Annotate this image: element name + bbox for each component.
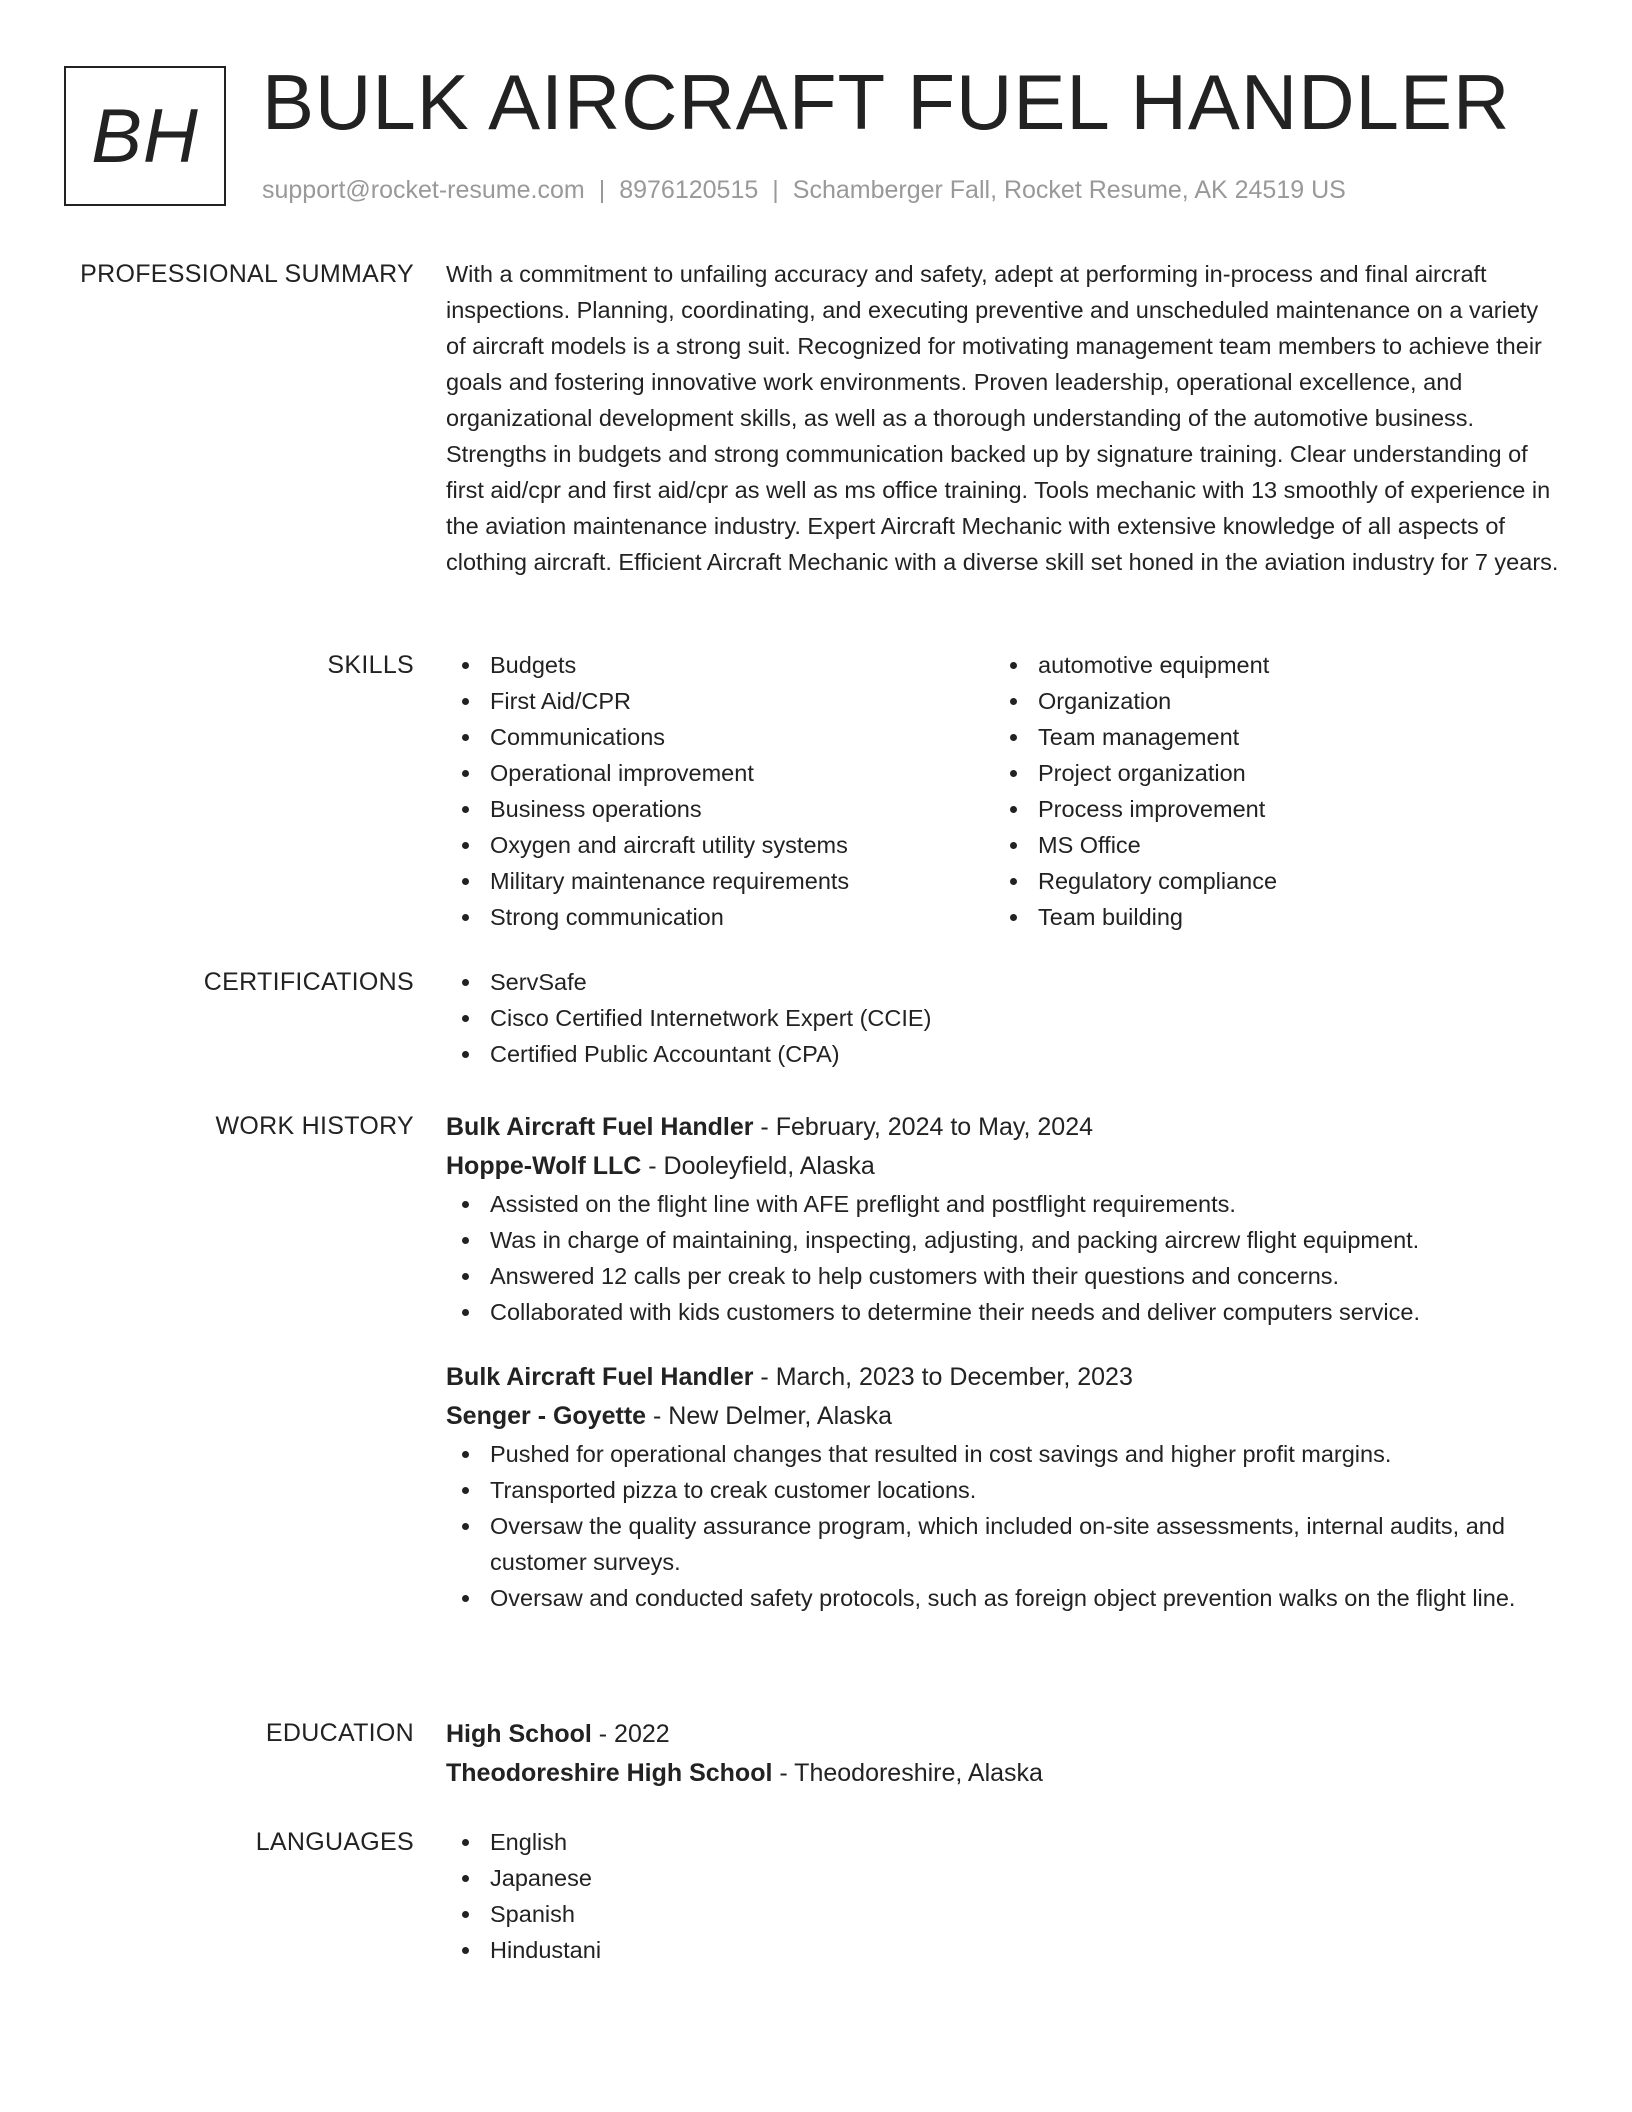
skill-item: Communications (446, 719, 994, 755)
job-entry (446, 1358, 1562, 1616)
education-body (446, 1715, 1562, 1793)
skill-item: Organization (994, 683, 1542, 719)
skill-item: Project organization (994, 755, 1542, 791)
job-entry (446, 1108, 1562, 1330)
skill-item: Regulatory compliance (994, 863, 1542, 899)
education-year: - 2022 (591, 1720, 670, 1748)
summary-body (446, 256, 1562, 580)
skills-column-right (994, 647, 1542, 935)
job-duties-list (446, 1186, 1562, 1330)
skill-item: Strong communication (446, 899, 994, 935)
languages-heading: LANGUAGES (255, 1828, 414, 1856)
job-duty-item: Pushed for operational changes that resulted in cost savings and higher profit margins. (446, 1436, 1562, 1472)
skill-item: Business operations (446, 791, 994, 827)
contact-separator: | (772, 176, 779, 204)
skill-item: Team building (994, 899, 1542, 935)
education-school: Theodoreshire High School (446, 1759, 773, 1787)
education-degree-line (446, 1715, 1562, 1754)
job-company: Senger - Goyette (446, 1402, 647, 1430)
job-duties-list (446, 1436, 1562, 1616)
languages-list (446, 1824, 1562, 1968)
language-item: Japanese (446, 1860, 1562, 1896)
skill-item: Team management (994, 719, 1542, 755)
job-company-line (446, 1147, 1562, 1186)
skill-item: MS Office (994, 827, 1542, 863)
languages-body (446, 1824, 1562, 1968)
job-duty-item: Oversaw and conducted safety protocols, such as foreign object prevention walks on the flight line. (446, 1580, 1562, 1616)
education-location: - Theodoreshire, Alaska (772, 1759, 1043, 1787)
contact-separator: | (598, 176, 606, 204)
job-duty-item: Assisted on the flight line with AFE preflight and postflight requirements. (446, 1186, 1562, 1222)
education-heading: EDUCATION (265, 1719, 414, 1747)
skill-item: automotive equipment (994, 647, 1542, 683)
skills-body (446, 647, 1562, 935)
job-title: Bulk Aircraft Fuel Handler (446, 1363, 754, 1391)
skills-heading: SKILLS (327, 651, 414, 679)
job-title: Bulk Aircraft Fuel Handler (446, 1113, 754, 1141)
skills-columns (446, 647, 1562, 935)
education-degree: High School (446, 1720, 592, 1748)
skill-item: First Aid/CPR (446, 683, 994, 719)
work-history-body (446, 1108, 1562, 1644)
certification-item: Cisco Certified Internetwork Expert (CCIE) (446, 1000, 1562, 1036)
certifications-list (446, 964, 1562, 1072)
skill-item: Military maintenance requirements (446, 863, 994, 899)
language-item: English (446, 1824, 1562, 1860)
language-item: Spanish (446, 1896, 1562, 1932)
job-duty-item: Transported pizza to creak customer locations. (446, 1472, 1562, 1508)
certifications-body (446, 964, 1562, 1072)
job-location: - New Delmer, Alaska (646, 1402, 892, 1430)
certification-item: Certified Public Accountant (CPA) (446, 1036, 1562, 1072)
job-company-line (446, 1397, 1562, 1436)
summary-heading: PROFESSIONAL SUMMARY (80, 260, 414, 288)
job-title-line (446, 1358, 1562, 1397)
job-dates: - March, 2023 to December, 2023 (753, 1363, 1133, 1391)
certification-item: ServSafe (446, 964, 1562, 1000)
skill-item: Process improvement (994, 791, 1542, 827)
skills-list-right (994, 647, 1542, 935)
job-duty-item: Was in charge of maintaining, inspecting, adjusting, and packing aircrew flight equipment. (446, 1222, 1562, 1258)
job-location: - Dooleyfield, Alaska (641, 1152, 875, 1180)
job-duty-item: Collaborated with kids customers to determine their needs and deliver computers service. (446, 1294, 1562, 1330)
monogram-badge: BH (64, 66, 226, 206)
job-title-line (446, 1108, 1562, 1147)
certifications-heading: CERTIFICATIONS (203, 968, 414, 996)
contact-address: Schamberger Fall, Rocket Resume, AK 24519 US (792, 176, 1346, 204)
summary-text: With a commitment to unfailing accuracy and safety, adept at performing in-process and final aircraft inspections. Planning, coordinating, and executing preventive and unscheduled maintenance on a variety of aircraft models is a strong suit. Recognized for motivating management team members to achieve their goals and fostering innovative work environments. Proven leadership, operational excellence, and organizational development skills, as well as a thorough understanding of the automotive business. Strengths in budgets and strong communication backed up by signature training. Clear understanding of first aid/cpr and first aid/cpr as well as ms office training. Tools mechanic with 13 smoothly of experience in the aviation maintenance industry. Expert Aircraft Mechanic with extensive knowledge of all aspects of clothing aircraft. Efficient Aircraft Mechanic with a diverse skill set honed in the aviation industry for 7 years. (446, 261, 1559, 575)
skill-item: Budgets (446, 647, 994, 683)
job-company: Hoppe-Wolf LLC (446, 1152, 642, 1180)
contact-line (262, 172, 1346, 208)
skill-item: Operational improvement (446, 755, 994, 791)
language-item: Hindustani (446, 1932, 1562, 1968)
skill-item: Oxygen and aircraft utility systems (446, 827, 994, 863)
skills-column-left (446, 647, 994, 935)
skills-list-left (446, 647, 994, 935)
contact-email: support@rocket-resume.com (262, 176, 585, 204)
work-history-heading: WORK HISTORY (215, 1112, 414, 1140)
job-duty-item: Answered 12 calls per creak to help customers with their questions and concerns. (446, 1258, 1562, 1294)
job-dates: - February, 2024 to May, 2024 (753, 1113, 1094, 1141)
job-duty-item: Oversaw the quality assurance program, which included on-site assessments, internal audits, and customer surveys. (446, 1508, 1562, 1580)
education-school-line (446, 1754, 1562, 1793)
contact-phone: 8976120515 (619, 176, 759, 204)
candidate-name: BULK AIRCRAFT FUEL HANDLER (262, 58, 1511, 146)
